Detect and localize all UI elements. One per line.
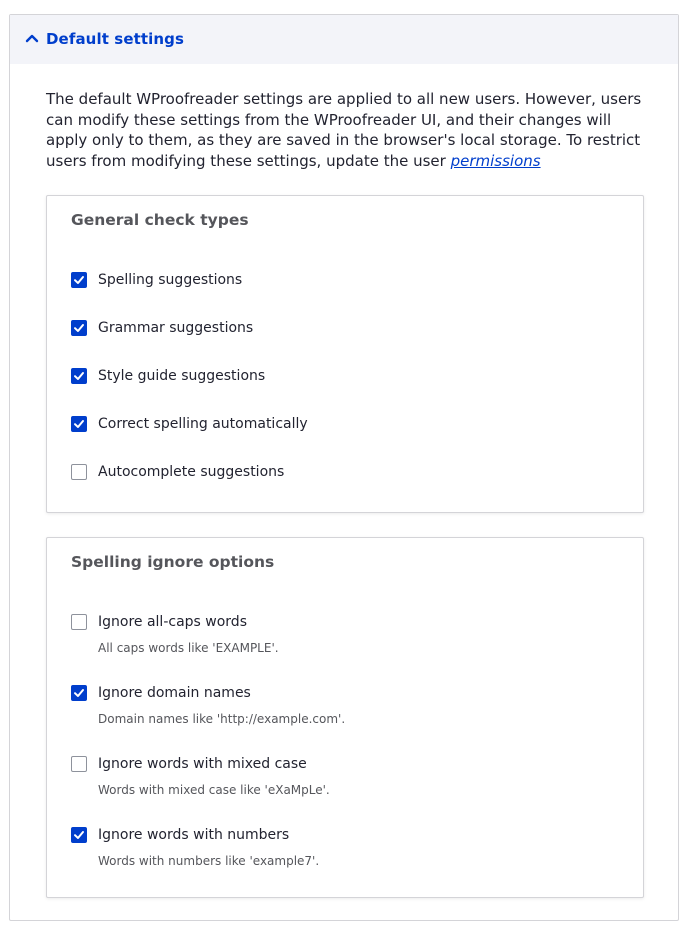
ignore-all-caps-option[interactable]	[71, 614, 247, 630]
checkmark-icon	[73, 418, 85, 430]
correct-spelling-automatically-label[interactable]: Correct spelling automatically	[98, 416, 308, 432]
correct-spelling-automatically-option[interactable]	[71, 416, 308, 432]
grammar-suggestions-label[interactable]: Grammar suggestions	[98, 320, 254, 336]
ignore-all-caps-label[interactable]: Ignore all-caps words	[98, 614, 247, 630]
autocomplete-suggestions-checkbox[interactable]	[71, 464, 87, 480]
default-settings-summary[interactable]	[10, 15, 678, 64]
checkmark-icon	[73, 370, 85, 382]
correct-spelling-automatically-checkbox[interactable]	[71, 416, 87, 432]
style-guide-suggestions-label[interactable]: Style guide suggestions	[98, 368, 266, 384]
spelling-suggestions-label[interactable]: Spelling suggestions	[98, 272, 243, 288]
ignore-mixed-case-label[interactable]: Ignore words with mixed case	[98, 756, 307, 772]
ignore-mixed-case-checkbox[interactable]	[71, 756, 87, 772]
ignore-domain-names-checkbox[interactable]	[71, 685, 87, 701]
style-guide-suggestions-option[interactable]	[71, 368, 265, 384]
ignore-words-with-numbers-hint: Words with numbers like 'example7'.	[98, 854, 320, 868]
ignore-domain-names-label[interactable]: Ignore domain names	[98, 685, 251, 701]
ignore-all-caps-checkbox[interactable]	[71, 614, 87, 630]
default-settings-details	[9, 14, 679, 921]
checkmark-icon	[73, 829, 85, 841]
checkmark-icon	[73, 274, 85, 286]
ignore-domain-names-option[interactable]	[71, 685, 251, 701]
spelling-suggestions-option[interactable]	[71, 272, 242, 288]
details-title: Default settings	[46, 30, 185, 48]
general-check-types-legend: General check types	[71, 211, 249, 229]
description-text: The default WProofreader settings are applied to all new users. However, users can modify these settings from the WProofreader UI, and their changes will apply only to them, as they are saved in the browser's local storage. To restrict users from modifying these settings, update the user	[46, 90, 642, 170]
spelling-ignore-options-fieldset	[46, 537, 644, 898]
permissions-link[interactable]: permissions	[450, 151, 541, 170]
ignore-mixed-case-option[interactable]	[71, 756, 307, 772]
ignore-mixed-case-hint: Words with mixed case like 'eXaMpLe'.	[98, 783, 330, 797]
grammar-suggestions-checkbox[interactable]	[71, 320, 87, 336]
checkmark-icon	[73, 687, 85, 699]
ignore-all-caps-hint: All caps words like 'EXAMPLE'.	[98, 641, 279, 655]
autocomplete-suggestions-label[interactable]: Autocomplete suggestions	[98, 464, 285, 480]
general-check-types-fieldset	[46, 195, 644, 513]
grammar-suggestions-option[interactable]	[71, 320, 253, 336]
spelling-ignore-options-legend: Spelling ignore options	[71, 553, 275, 571]
spelling-suggestions-checkbox[interactable]	[71, 272, 87, 288]
ignore-words-with-numbers-option[interactable]	[71, 827, 289, 843]
autocomplete-suggestions-option[interactable]	[71, 464, 284, 480]
ignore-words-with-numbers-checkbox[interactable]	[71, 827, 87, 843]
ignore-domain-names-hint: Domain names like 'http://example.com'.	[98, 712, 346, 726]
chevron-up-icon	[25, 33, 39, 43]
checkmark-icon	[73, 322, 85, 334]
ignore-words-with-numbers-label[interactable]: Ignore words with numbers	[98, 827, 290, 843]
style-guide-suggestions-checkbox[interactable]	[71, 368, 87, 384]
settings-description	[46, 89, 646, 171]
